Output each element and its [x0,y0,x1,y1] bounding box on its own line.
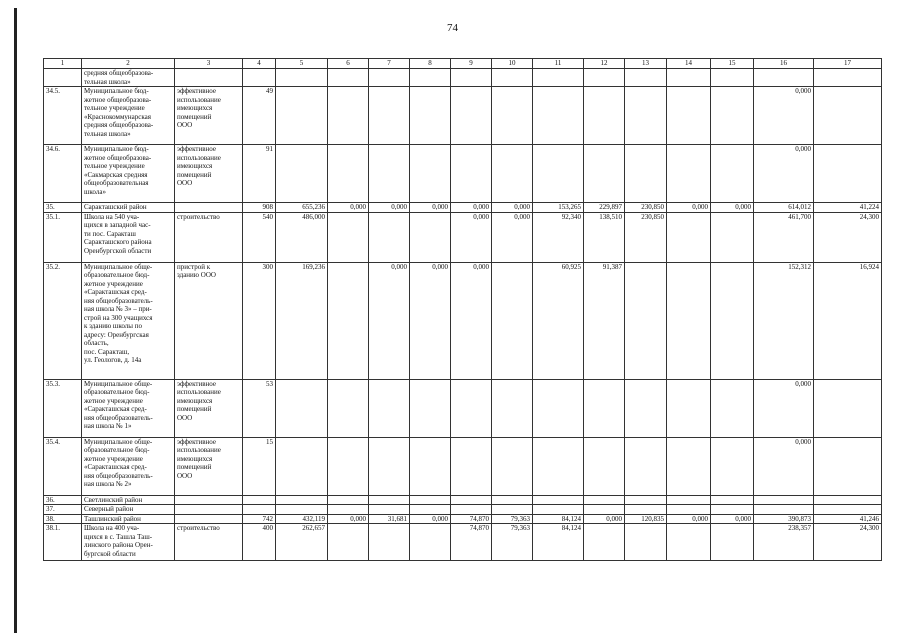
table-cell-col-8 [410,87,451,145]
table-cell-col-5: 655,236 [276,203,328,213]
table-cell-col-2: Школа на 400 уча- щихся в с. Ташла Таш- линского района Орен- бургской области [82,524,175,561]
table-cell-col-1: 38.1. [44,524,82,561]
table-cell-col-14: 0,000 [667,203,711,213]
table-cell-col-14 [667,69,711,87]
table-cell-col-17 [814,437,882,495]
table-cell-col-6 [328,437,369,495]
table-cell-col-9 [451,379,492,437]
table-cell-col-16: 390,873 [754,514,814,524]
table-row [44,524,882,561]
table-cell-col-1: 35. [44,203,82,213]
table-cell-col-13 [625,69,667,87]
table-cell-col-10: 79,363 [492,514,533,524]
table-cell-col-14 [667,212,711,262]
column-number-10: 10 [492,59,533,69]
table-cell-col-10 [492,87,533,145]
table-cell-col-2: Муниципальное бюд- жетное общеобразова- тельное учреждение «Сакмарская средняя общеобразовательная школа» [82,145,175,203]
table-cell-col-5 [276,69,328,87]
table-cell-col-12: 229,897 [584,203,625,213]
table-cell-col-1: 35.4. [44,437,82,495]
table-cell-col-4: 908 [243,203,276,213]
table-cell-col-3: эффективное использование имеющихся помещений ООО [175,87,243,145]
column-number-13: 13 [625,59,667,69]
table-cell-col-4 [243,505,276,515]
table-cell-col-9 [451,87,492,145]
table-cell-col-5 [276,505,328,515]
table-cell-col-8 [410,69,451,87]
table-cell-col-15 [711,69,754,87]
table-cell-col-11: 84,124 [533,514,584,524]
table-cell-col-7 [369,379,410,437]
column-number-12: 12 [584,59,625,69]
table-cell-col-14 [667,437,711,495]
table-cell-col-1: 36. [44,495,82,505]
table-cell-col-1: 35.2. [44,262,82,379]
column-number-2: 2 [82,59,175,69]
table-row [44,145,882,203]
table-cell-col-2: Светлинский район [82,495,175,505]
table-row [44,505,882,515]
table-cell-col-16: 614,012 [754,203,814,213]
table-cell-col-15 [711,524,754,561]
table-cell-col-3: строительство [175,524,243,561]
table-cell-col-14 [667,505,711,515]
table-cell-col-9 [451,505,492,515]
table-row [44,379,882,437]
table-cell-col-5: 262,657 [276,524,328,561]
table-cell-col-11 [533,437,584,495]
table-cell-col-6 [328,87,369,145]
table-cell-col-8: 0,000 [410,514,451,524]
table-cell-col-9: 74,870 [451,514,492,524]
column-number-9: 9 [451,59,492,69]
table-cell-col-10: 79,363 [492,524,533,561]
column-number-8: 8 [410,59,451,69]
table-row [44,262,882,379]
table-cell-col-17 [814,69,882,87]
table-cell-col-7 [369,437,410,495]
table-cell-col-11 [533,87,584,145]
table-cell-col-14 [667,379,711,437]
table-cell-col-5 [276,379,328,437]
table-cell-col-6: 0,000 [328,203,369,213]
table-cell-col-1 [44,69,82,87]
table-row [44,437,882,495]
table-cell-col-17 [814,495,882,505]
table-cell-col-9 [451,145,492,203]
table-cell-col-5: 432,119 [276,514,328,524]
table-cell-col-13: 230,850 [625,203,667,213]
table-cell-col-11 [533,379,584,437]
table-cell-col-17: 24,300 [814,524,882,561]
table-cell-col-8: 0,000 [410,262,451,379]
table-cell-col-5 [276,145,328,203]
column-number-7: 7 [369,59,410,69]
table-cell-col-6 [328,495,369,505]
table-cell-col-7: 31,681 [369,514,410,524]
table-cell-col-12 [584,437,625,495]
table-cell-col-5: 169,236 [276,262,328,379]
table-cell-col-16: 238,357 [754,524,814,561]
table-cell-col-7 [369,212,410,262]
table-cell-col-4 [243,69,276,87]
table-cell-col-14: 0,000 [667,514,711,524]
table-cell-col-16 [754,495,814,505]
column-number-4: 4 [243,59,276,69]
table-cell-col-16 [754,505,814,515]
table-cell-col-5: 486,000 [276,212,328,262]
table-cell-col-15 [711,262,754,379]
table-cell-col-12 [584,505,625,515]
table-cell-col-16: 0,000 [754,87,814,145]
table-cell-col-2: Муниципальное обще- образовательное бюд- жетное учреждение «Саракташская сред- няя общеобразователь- ная школа № 3» – при- строй на 300 учащихся к зданию школы по адресу: Оренбургская область, пос. Саракташ, ул. Геологов, д. 14а [82,262,175,379]
table-cell-col-9: 0,000 [451,203,492,213]
table-cell-col-13 [625,505,667,515]
table-cell-col-14 [667,495,711,505]
table-cell-col-1: 35.1. [44,212,82,262]
table-cell-col-17: 16,924 [814,262,882,379]
table-cell-col-10 [492,262,533,379]
table-cell-col-3 [175,505,243,515]
table-cell-col-11 [533,69,584,87]
table-cell-col-15 [711,212,754,262]
table-cell-col-5 [276,495,328,505]
table-cell-col-8 [410,505,451,515]
table-cell-col-1: 34.6. [44,145,82,203]
table-cell-col-7 [369,505,410,515]
table-cell-col-9 [451,495,492,505]
table-cell-col-13 [625,524,667,561]
table-cell-col-12 [584,145,625,203]
table-cell-col-9: 74,870 [451,524,492,561]
table-cell-col-2: Школа на 540 уча- щихся в западной час- ти пос. Саракташ Саракташского района Оренбургской области [82,212,175,262]
binding-edge-line [14,8,17,633]
table-cell-col-17 [814,87,882,145]
table-cell-col-12: 138,510 [584,212,625,262]
table-cell-col-1: 37. [44,505,82,515]
table-cell-col-12: 91,387 [584,262,625,379]
table-cell-col-12 [584,495,625,505]
table-cell-col-2: Муниципальное обще- образовательное бюд- жетное учреждение «Саракташская сред- няя общеобразователь- ная школа № 1» [82,379,175,437]
table-cell-col-8: 0,000 [410,203,451,213]
column-number-row [44,59,882,69]
table-cell-col-16: 0,000 [754,437,814,495]
table-cell-col-15 [711,145,754,203]
table-cell-col-12 [584,524,625,561]
table-cell-col-7 [369,495,410,505]
column-number-17: 17 [814,59,882,69]
table-cell-col-14 [667,262,711,379]
table-cell-col-13 [625,379,667,437]
table-cell-col-7 [369,87,410,145]
table-cell-col-13 [625,87,667,145]
table-cell-col-5 [276,437,328,495]
table-row [44,514,882,524]
page-number: 74 [447,22,458,34]
table-cell-col-12: 0,000 [584,514,625,524]
table-cell-col-12 [584,87,625,145]
table-cell-col-7 [369,69,410,87]
table-cell-col-6 [328,145,369,203]
table-cell-col-6 [328,505,369,515]
table-cell-col-14 [667,145,711,203]
table-cell-col-10 [492,437,533,495]
column-number-15: 15 [711,59,754,69]
table-cell-col-13 [625,145,667,203]
table-cell-col-4: 15 [243,437,276,495]
table-cell-col-3 [175,495,243,505]
table-cell-col-10 [492,145,533,203]
table-cell-col-10 [492,379,533,437]
table-cell-col-4: 742 [243,514,276,524]
table-row [44,203,882,213]
budget-table [43,58,882,561]
table-cell-col-2: Северный район [82,505,175,515]
table-cell-col-8 [410,437,451,495]
table-cell-col-17: 41,224 [814,203,882,213]
table-cell-col-16 [754,69,814,87]
table-cell-col-1: 34.5. [44,87,82,145]
table-cell-col-17 [814,505,882,515]
table-cell-col-13 [625,495,667,505]
table-cell-col-15 [711,505,754,515]
table-cell-col-3: эффективное использование имеющихся помещений ООО [175,379,243,437]
table-cell-col-17: 41,246 [814,514,882,524]
table-cell-col-10: 0,000 [492,212,533,262]
table-cell-col-3: строительство [175,212,243,262]
table-cell-col-4 [243,495,276,505]
table-cell-col-6 [328,524,369,561]
column-number-16: 16 [754,59,814,69]
table-cell-col-11: 92,340 [533,212,584,262]
column-number-14: 14 [667,59,711,69]
table-cell-col-15 [711,379,754,437]
table-cell-col-4: 49 [243,87,276,145]
table-cell-col-2: Ташлинский район [82,514,175,524]
table-row [44,495,882,505]
table-cell-col-9: 0,000 [451,262,492,379]
table-cell-col-6 [328,69,369,87]
table-cell-col-10 [492,495,533,505]
table-cell-col-13: 120,835 [625,514,667,524]
table-cell-col-15 [711,437,754,495]
column-number-1: 1 [44,59,82,69]
table-cell-col-3 [175,69,243,87]
table-cell-col-2: Саракташский район [82,203,175,213]
table-cell-col-17 [814,379,882,437]
table-cell-col-17: 24,300 [814,212,882,262]
table-cell-col-6 [328,262,369,379]
table-cell-col-2: Муниципальное обще- образовательное бюд- жетное учреждение «Саракташская сред- няя общеобразователь- ная школа № 2» [82,437,175,495]
table-cell-col-6 [328,212,369,262]
table-cell-col-15: 0,000 [711,514,754,524]
table-cell-col-8 [410,212,451,262]
column-number-6: 6 [328,59,369,69]
table-cell-col-6 [328,379,369,437]
table-cell-col-1: 38. [44,514,82,524]
table-cell-col-16: 461,700 [754,212,814,262]
table-cell-col-4: 400 [243,524,276,561]
table-cell-col-11: 153,265 [533,203,584,213]
table-cell-col-16: 0,000 [754,379,814,437]
table-cell-col-12 [584,379,625,437]
table-cell-col-4: 300 [243,262,276,379]
table-cell-col-13 [625,262,667,379]
table-cell-col-15 [711,87,754,145]
table-cell-col-4: 53 [243,379,276,437]
table-cell-col-9 [451,69,492,87]
table-cell-col-8 [410,145,451,203]
table-cell-col-15: 0,000 [711,203,754,213]
table-cell-col-11: 84,124 [533,524,584,561]
table-cell-col-8 [410,524,451,561]
table-cell-col-9: 0,000 [451,212,492,262]
table-cell-col-10 [492,505,533,515]
table-row [44,69,882,87]
table-cell-col-3 [175,203,243,213]
table-cell-col-11 [533,495,584,505]
table-cell-col-8 [410,495,451,505]
table-cell-col-10: 0,000 [492,203,533,213]
table-cell-col-13 [625,437,667,495]
table-cell-col-3 [175,514,243,524]
table-cell-col-7 [369,145,410,203]
table-cell-col-3: эффективное использование имеющихся помещений ООО [175,437,243,495]
table-cell-col-7: 0,000 [369,262,410,379]
column-number-11: 11 [533,59,584,69]
table-cell-col-6: 0,000 [328,514,369,524]
table-cell-col-16: 0,000 [754,145,814,203]
table-cell-col-9 [451,437,492,495]
table-cell-col-4: 540 [243,212,276,262]
table-cell-col-3: эффективное использование имеющихся помещений ООО [175,145,243,203]
table-cell-col-11: 60,925 [533,262,584,379]
table-cell-col-1: 35.3. [44,379,82,437]
table-cell-col-7: 0,000 [369,203,410,213]
table-cell-col-7 [369,524,410,561]
table-row [44,212,882,262]
table-cell-col-8 [410,379,451,437]
table-cell-col-14 [667,87,711,145]
table-cell-col-3: пристрой к зданию ООО [175,262,243,379]
table-cell-col-11 [533,145,584,203]
table-cell-col-17 [814,145,882,203]
table-cell-col-5 [276,87,328,145]
table-cell-col-14 [667,524,711,561]
table-cell-col-2: средняя общеобразова- тельная школа» [82,69,175,87]
table-cell-col-13: 230,850 [625,212,667,262]
table-cell-col-2: Муниципальное бюд- жетное общеобразова- тельное учреждение «Краснокоммунарская средняя общеобразова- тельная школа» [82,87,175,145]
table-cell-col-10 [492,69,533,87]
table-cell-col-15 [711,495,754,505]
table-row [44,87,882,145]
table-cell-col-4: 91 [243,145,276,203]
column-number-3: 3 [175,59,243,69]
table-cell-col-12 [584,69,625,87]
column-number-5: 5 [276,59,328,69]
table-cell-col-16: 152,312 [754,262,814,379]
table-cell-col-11 [533,505,584,515]
